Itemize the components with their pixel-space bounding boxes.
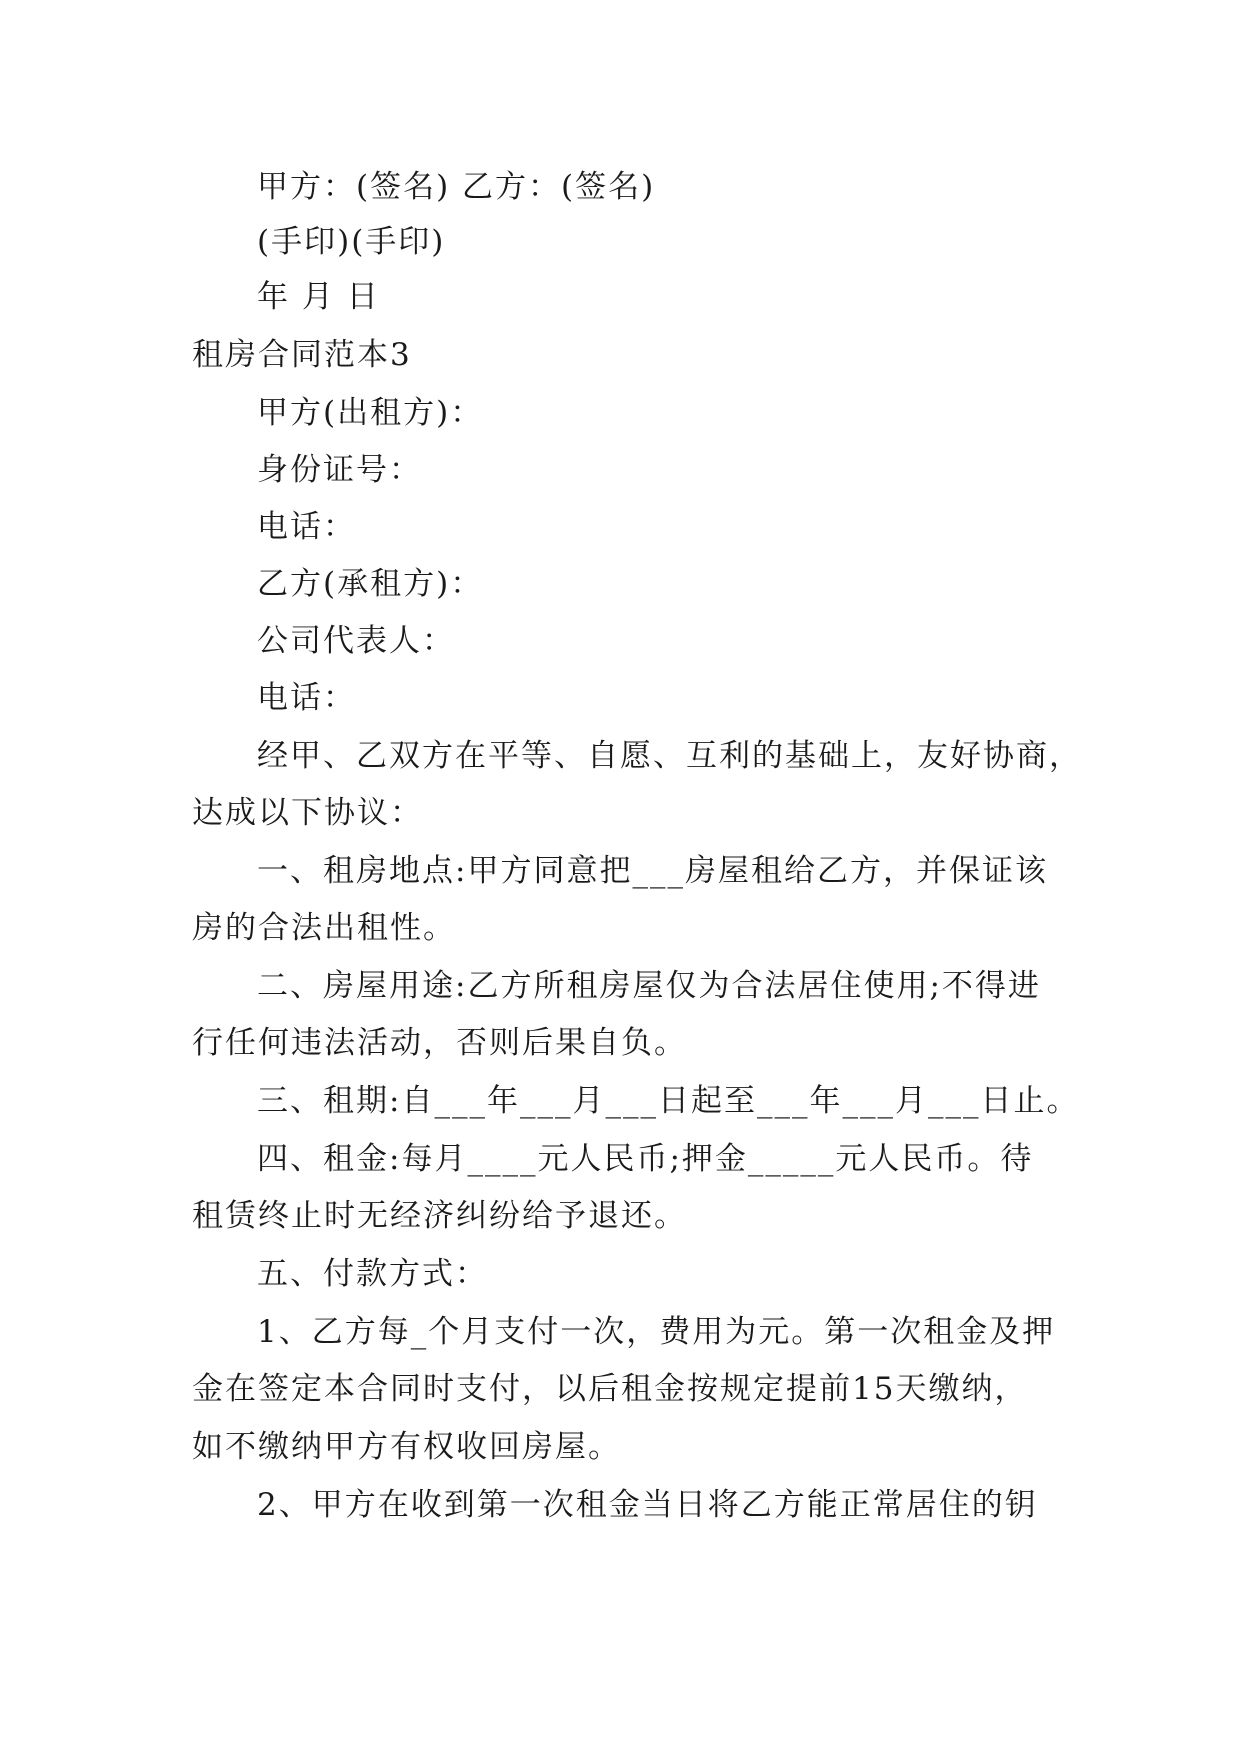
clause-1-line-1: 一、租房地点:甲方同意把___房屋租给乙方，并保证该 xyxy=(257,853,1048,889)
party-b-phone-label: 电话： xyxy=(257,680,356,716)
clause-5-heading: 五、付款方式： xyxy=(257,1256,488,1292)
clause-4-line-2: 租赁终止时无经济纠纷给予退还。 xyxy=(192,1198,687,1234)
clause-5-1-line-1: 1、乙方每_个月支付一次，费用为元。第一次租金及押 xyxy=(257,1314,1056,1350)
company-rep-label: 公司代表人： xyxy=(257,623,455,659)
clause-5-1-line-3: 如不缴纳甲方有权收回房屋。 xyxy=(192,1429,621,1465)
section-title: 租房合同范本3 xyxy=(192,337,412,373)
party-a-phone-label: 电话： xyxy=(257,509,356,545)
clause-2-line-2: 行任何违法活动，否则后果自负。 xyxy=(192,1025,687,1061)
party-a-label: 甲方(出租方)： xyxy=(257,395,484,431)
party-b-label: 乙方(承租方)： xyxy=(257,566,484,602)
signature-line: 甲方：(签名) 乙方：(签名) xyxy=(257,169,656,205)
clause-5-2-line-1: 2、甲方在收到第一次租金当日将乙方能正常居住的钥 xyxy=(257,1487,1038,1523)
handprint-line: (手印)(手印) xyxy=(257,224,446,260)
clause-3-line: 三、租期:自___年___月___日起至___年___月___日止。 xyxy=(257,1083,1080,1119)
clause-1-line-2: 房的合法出租性。 xyxy=(192,910,456,946)
id-number-label: 身份证号： xyxy=(257,452,422,488)
preamble-line-1: 经甲、乙双方在平等、自愿、互利的基础上，友好协商， xyxy=(257,738,1082,774)
clause-2-line-1: 二、房屋用途:乙方所租房屋仅为合法居住使用;不得进 xyxy=(257,968,1041,1004)
date-line: 年 月 日 xyxy=(257,279,380,315)
preamble-line-2: 达成以下协议： xyxy=(192,795,423,831)
clause-4-line-1: 四、租金:每月____元人民币;押金_____元人民币。待 xyxy=(257,1141,1034,1177)
clause-5-1-line-2: 金在签定本合同时支付，以后租金按规定提前15天缴纳， xyxy=(192,1371,1028,1407)
